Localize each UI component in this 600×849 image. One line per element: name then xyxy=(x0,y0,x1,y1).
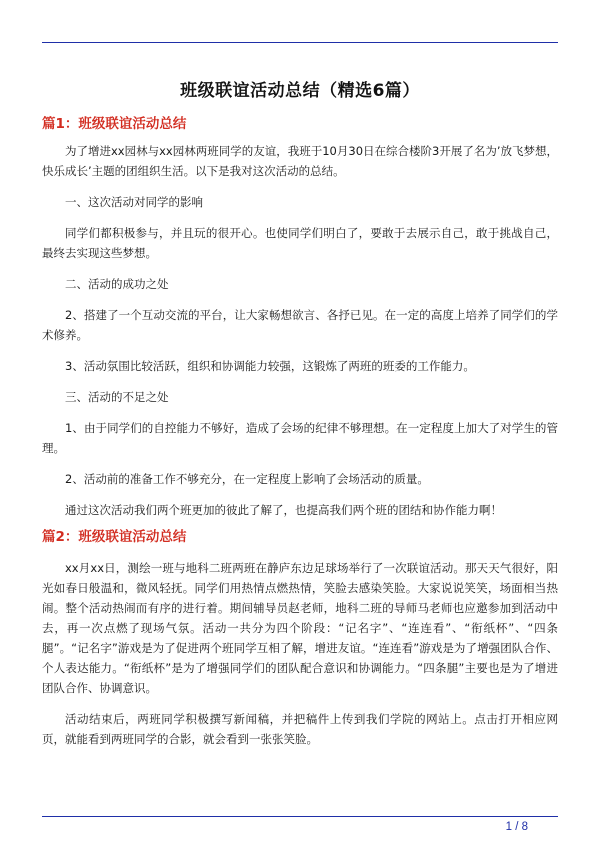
section-1-paragraph: 2、搭建了一个互动交流的平台，让大家畅想欲言、各抒已见。在一定的高度上培养了同学们的学术修养。 xyxy=(42,308,558,342)
section-1-paragraph: 通过这次活动我们两个班更加的彼此了解了，也提高我们两个班的团结和协作能力啊！ xyxy=(65,503,502,517)
section-1-heading: 篇1：班级联谊活动总结 xyxy=(42,116,187,132)
header-rule xyxy=(42,42,558,43)
section-2-heading: 篇2：班级联谊活动总结 xyxy=(42,529,187,545)
section-2-paragraph: 活动结束后，两班同学积极撰写新闻稿，并把稿件上传到我们学院的网站上。点击打开相应网页，就能看到两班同学的合影，就会看到一张张笑脸。 xyxy=(42,712,558,746)
section-1-paragraph: 1、由于同学们的自控能力不够好，造成了会场的纪律不够理想。在一定程度上加大了对学生的管理。 xyxy=(42,421,558,455)
section-1-subheading: 一、这次活动对同学的影响 xyxy=(65,195,203,209)
section-1-paragraph: 2、活动前的准备工作不够充分，在一定程度上影响了会场活动的质量。 xyxy=(65,472,429,486)
section-1-subheading: 二、活动的成功之处 xyxy=(65,277,169,291)
section-1-paragraph: 同学们都积极参与，并且玩的很开心。也使同学们明白了，要敢于去展示自己，敢于挑战自己，最终去实现这些梦想。 xyxy=(42,226,558,260)
section-1-paragraph: 为了增进xx园林与xx园林两班同学的友谊，我班于10月30日在综合楼阶3开展了名为’放飞梦想，快乐成长’主题的团组织生活。以下是我对这次活动的总结。 xyxy=(42,144,558,178)
page-number: 1 / 8 xyxy=(505,821,528,833)
document-body xyxy=(42,114,558,749)
section-1-paragraph: 3、活动氛围比较活跃，组织和协调能力较强，这锻炼了两班的班委的工作能力。 xyxy=(65,359,475,373)
section-2-paragraph: xx月xx日，测绘一班与地科二班两班在静庐东边足球场举行了一次联谊活动。那天天气很好，阳光如春日般温和，微风轻抚。同学们用热情点燃热情，笑脸去感染笑脸。大家说说笑笑，场面相当热闹。整个活动热闹而有序的进行着。期间辅导员赵老师，地科二班的导师马老师也应邀参加到活动中去，再一次点燃了现场气氛。活动一共分为四个阶段：“记名字”、“连连看”、“衔纸杯”、“四条腿”。“记名字”游戏是为了促进两个班同学互相了解，增进友谊。“连连看”游戏是为了增强团队合作、个人表达能力。“衔纸杯”是为了增强同学们的团队配合意识和协调能力。“四条腿”主要也是为了增进团队合作、协调意识。 xyxy=(42,561,558,695)
section-1-subheading: 三、活动的不足之处 xyxy=(65,390,169,404)
document-title: 班级联谊活动总结（精选6篇） xyxy=(180,81,420,101)
footer-rule xyxy=(42,816,558,817)
